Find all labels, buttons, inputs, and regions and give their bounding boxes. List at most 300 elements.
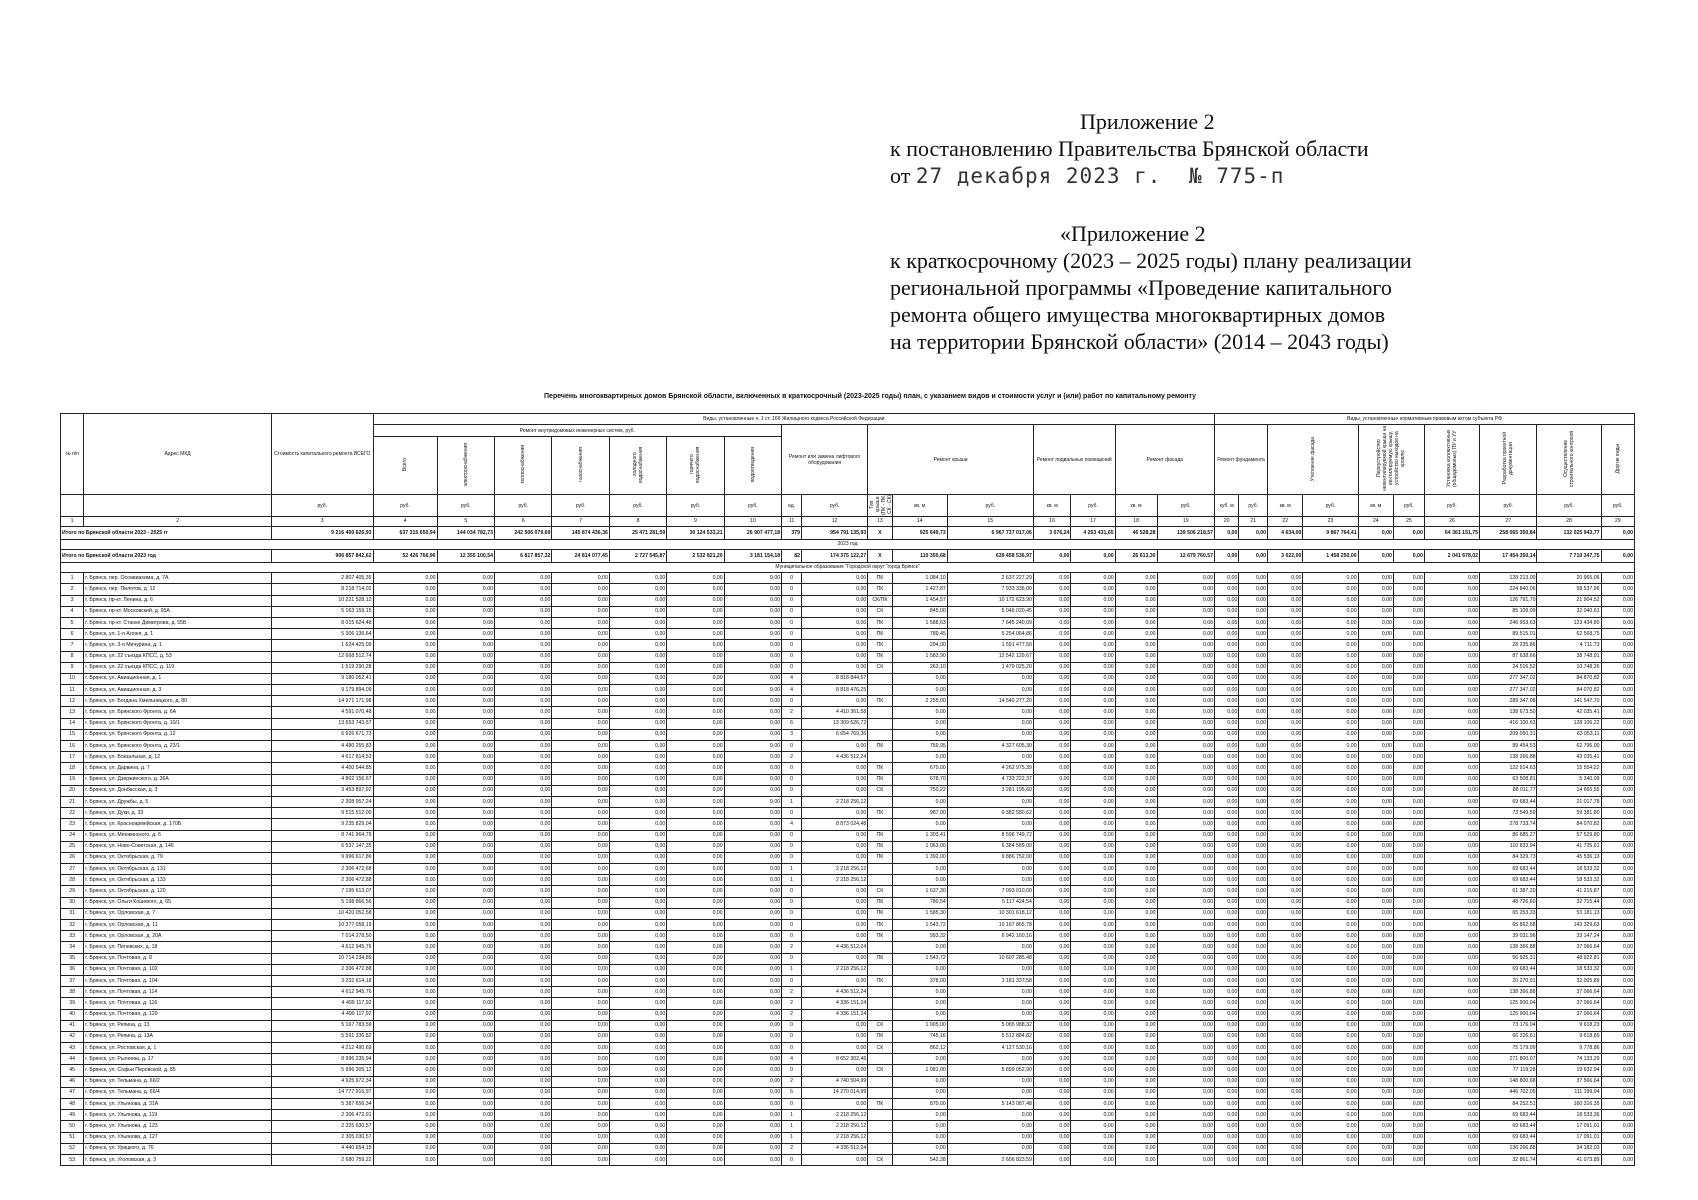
row-other-kinds: 0,00 [1601, 651, 1634, 662]
row-engineering-cell: 0,00 [724, 573, 781, 584]
row-roof-cost: 1 479 025,20 [947, 662, 1033, 673]
row-meters: 0,00 [1424, 595, 1479, 606]
row-engineering-cell: 0,00 [724, 841, 781, 852]
repair-plan-table [60, 413, 1635, 1166]
row-lift-cost: 14 270 014,99 [801, 1087, 867, 1098]
row-total: 2 807 405,35 [271, 573, 373, 584]
row-engineering-cell: 0,00 [667, 673, 724, 684]
row-engineering-cell: 0,00 [437, 819, 494, 830]
column-number: 17 [1071, 517, 1115, 527]
row-control: 84 070,82 [1537, 685, 1601, 696]
row-meters: 0,00 [1424, 953, 1479, 964]
row-engineering-cell: 0,00 [667, 1110, 724, 1121]
row-engineering-cell: 0,00 [373, 953, 437, 964]
row-lift-cost: 0,00 [801, 1099, 867, 1110]
row-lift-cost: 8 818 476,25 [801, 685, 867, 696]
row-other-cell: 0,00 [1071, 763, 1115, 774]
row-other-cell: 0,00 [1358, 964, 1393, 975]
grand-total-cell: 4 634,00 [1268, 527, 1303, 540]
row-other-cell: 0,00 [1071, 785, 1115, 796]
row-other-cell: 0,00 [1393, 1087, 1424, 1098]
row-other-cell: 0,00 [1215, 953, 1239, 964]
row-other-cell: 0,00 [1033, 942, 1071, 953]
row-engineering-cell: 0,00 [495, 673, 552, 684]
row-engineering-cell: 0,00 [667, 830, 724, 841]
row-engineering-cell: 0,00 [724, 606, 781, 617]
row-other-cell: 0,00 [1071, 573, 1115, 584]
row-other-cell: 0,00 [1071, 908, 1115, 919]
row-roof-area: 670,00 [892, 763, 947, 774]
row-meters: 0,00 [1424, 1143, 1479, 1154]
row-other-kinds: 0,00 [1601, 707, 1634, 718]
row-other-cell: 0,00 [1358, 785, 1393, 796]
row-roof-cost: 2 637 227,29 [947, 573, 1033, 584]
row-engineering-cell: 0,00 [437, 595, 494, 606]
row-meters: 0,00 [1424, 998, 1479, 1009]
row-other-cell: 0,00 [1268, 864, 1303, 875]
row-other-cell: 0,00 [1115, 808, 1157, 819]
col-cost-total: Стоимость капитального ремонта ВСЕГО [271, 414, 373, 495]
row-other-cell: 0,00 [1215, 785, 1239, 796]
row-other-cell: 0,00 [1157, 1065, 1214, 1076]
row-other-cell: 0,00 [1157, 964, 1214, 975]
row-other-cell: 0,00 [1239, 953, 1268, 964]
column-number: 4 [373, 517, 437, 527]
row-other-cell: 0,00 [1115, 718, 1157, 729]
row-lift-count: 6 [782, 718, 802, 729]
control-label: Осуществление строительного контроля [1563, 430, 1575, 487]
row-other-cell: 0,00 [1268, 685, 1303, 696]
row-total: 8 015 624,48 [271, 617, 373, 628]
row-roof-cost: 6 942 160,16 [947, 931, 1033, 942]
row-engineering-cell: 0,00 [724, 830, 781, 841]
row-total: 5 591 336,82 [271, 1031, 373, 1042]
row-other-cell: 0,00 [1303, 886, 1358, 897]
row-engineering-cell: 0,00 [495, 852, 552, 863]
row-meters: 0,00 [1424, 696, 1479, 707]
unit: кв. м [1268, 495, 1303, 517]
row-engineering-cell: 0,00 [667, 1087, 724, 1098]
row-design: 110 833,94 [1480, 841, 1537, 852]
row-lift-cost: 0,00 [801, 808, 867, 819]
row-total: 5 198 866,56 [271, 897, 373, 908]
row-total: 14 971 171,98 [271, 696, 373, 707]
row-number: 48 [61, 1099, 84, 1110]
row-other-cell: 0,00 [1215, 1065, 1239, 1076]
row-other-cell: 0,00 [1071, 808, 1115, 819]
row-roof-cost: 0,00 [947, 964, 1033, 975]
row-meters: 0,00 [1424, 1099, 1479, 1110]
table-row [61, 1076, 1635, 1087]
row-address: г. Брянск, ул. Репина, д. 13 [84, 1020, 272, 1031]
row-roof-area: 0,00 [892, 729, 947, 740]
row-total: 4 212 490,69 [271, 1043, 373, 1054]
row-total: 4 617 814,53 [271, 752, 373, 763]
row-other-cell: 0,00 [1303, 931, 1358, 942]
row-other-cell: 0,00 [1115, 752, 1157, 763]
row-engineering-cell: 0,00 [552, 886, 609, 897]
row-meters: 0,00 [1424, 942, 1479, 953]
row-other-cell: 0,00 [1268, 1154, 1303, 1165]
row-roof-cost: 5 899 052,90 [947, 1065, 1033, 1076]
row-lift-cost: 2 218 256,12 [801, 1132, 867, 1143]
unit: руб. [1239, 495, 1268, 517]
row-other-cell: 0,00 [1157, 1132, 1214, 1143]
row-roof-type [868, 987, 892, 998]
row-address: г. Брянск, ул. Брянского Фронта, д. 6А [84, 707, 272, 718]
row-engineering-cell: 0,00 [437, 1020, 494, 1031]
row-lift-cost: 0,00 [801, 931, 867, 942]
row-other-cell: 0,00 [1239, 987, 1268, 998]
row-other-cell: 0,00 [1268, 673, 1303, 684]
row-roof-cost: 0,00 [947, 1087, 1033, 1098]
grand-total-cell: 46 528,28 [1115, 527, 1157, 540]
row-other-kinds: 0,00 [1601, 1031, 1634, 1042]
row-other-cell: 0,00 [1115, 696, 1157, 707]
row-lift-count: 0 [782, 640, 802, 651]
row-other-cell: 0,00 [1215, 696, 1239, 707]
row-engineering-cell: 0,00 [373, 595, 437, 606]
unit: ед. [782, 495, 802, 517]
row-engineering-cell: 0,00 [552, 1087, 609, 1098]
row-engineering-cell: 0,00 [667, 841, 724, 852]
row-lift-cost: 0,00 [801, 908, 867, 919]
row-other-cell: 0,00 [1157, 975, 1214, 986]
row-number: 50 [61, 1121, 84, 1132]
row-engineering-cell: 0,00 [552, 696, 609, 707]
row-total: 4 499 117,92 [271, 1009, 373, 1020]
row-other-kinds: 0,00 [1601, 606, 1634, 617]
row-meters: 0,00 [1424, 617, 1479, 628]
row-engineering-cell: 0,00 [552, 707, 609, 718]
row-lift-count: 0 [782, 886, 802, 897]
row-address: г. Брянск, ул. Октябрьская, д. 131 [84, 864, 272, 875]
row-lift-count: 0 [782, 662, 802, 673]
row-other-cell: 0,00 [1303, 729, 1358, 740]
row-design: 128 213,00 [1480, 573, 1537, 584]
row-other-cell: 0,00 [1358, 1076, 1393, 1087]
grand-total-cell: 145 874 436,36 [552, 527, 609, 540]
row-control: 41 725,61 [1537, 841, 1601, 852]
table-row [61, 987, 1635, 998]
row-control: 57 529,80 [1537, 830, 1601, 841]
row-lift-cost: 0,00 [801, 886, 867, 897]
row-other-kinds: 0,00 [1601, 1087, 1634, 1098]
row-engineering-cell: 0,00 [552, 953, 609, 964]
row-other-kinds: 0,00 [1601, 685, 1634, 696]
row-meters: 0,00 [1424, 640, 1479, 651]
row-engineering-cell: 0,00 [437, 752, 494, 763]
row-engineering-cell: 0,00 [437, 707, 494, 718]
row-other-cell: 0,00 [1115, 1154, 1157, 1165]
row-lift-count: 0 [782, 931, 802, 942]
row-engineering-cell: 0,00 [552, 662, 609, 673]
row-engineering-cell: 0,00 [373, 1143, 437, 1154]
row-other-cell: 0,00 [1115, 1143, 1157, 1154]
row-engineering-cell: 0,00 [437, 830, 494, 841]
row-total: 9 996 617,86 [271, 852, 373, 863]
document-header [890, 108, 1369, 190]
row-engineering-cell: 0,00 [437, 763, 494, 774]
row-other-cell: 0,00 [1115, 987, 1157, 998]
row-other-cell: 0,00 [1268, 897, 1303, 908]
row-other-cell: 0,00 [1239, 1009, 1268, 1020]
row-engineering-cell: 0,00 [724, 685, 781, 696]
year-total-cell: 2 532 821,20 [667, 550, 724, 563]
col-gas [552, 437, 609, 495]
grand-total-cell: 0,00 [1358, 527, 1393, 540]
table-row [61, 897, 1635, 908]
row-lift-cost: 4 436 512,24 [801, 942, 867, 953]
year-total-cell: 0,00 [1215, 550, 1239, 563]
row-other-cell: 0,00 [1393, 830, 1424, 841]
row-other-cell: 0,00 [1215, 629, 1239, 640]
row-other-cell: 0,00 [1268, 696, 1303, 707]
year-label: 2023 год [61, 540, 1635, 550]
row-roof-type: ПК [868, 651, 892, 662]
row-engineering-cell: 0,00 [667, 752, 724, 763]
row-other-cell: 0,00 [1393, 1076, 1424, 1087]
column-number: 25 [1393, 517, 1424, 527]
row-engineering-cell: 0,00 [495, 908, 552, 919]
row-other-cell: 0,00 [1393, 975, 1424, 986]
row-control: 123 434,80 [1537, 617, 1601, 628]
row-other-cell: 0,00 [1033, 796, 1071, 807]
row-lift-cost: 0,00 [801, 1043, 867, 1054]
row-engineering-cell: 0,00 [724, 1110, 781, 1121]
row-control: 33 147,24 [1537, 931, 1601, 942]
row-other-cell: 0,00 [1115, 841, 1157, 852]
year-total-cell: 26 613,30 [1115, 550, 1157, 563]
col-cold-water [609, 437, 666, 495]
row-lift-cost: 0,00 [801, 975, 867, 986]
row-roof-type [868, 1054, 892, 1065]
col-meters [1424, 425, 1479, 495]
row-other-cell: 0,00 [1358, 796, 1393, 807]
table-row [61, 852, 1635, 863]
row-control: 48 922,81 [1537, 953, 1601, 964]
table-row [61, 729, 1635, 740]
row-design: 69 683,44 [1480, 1110, 1537, 1121]
row-other-cell: 0,00 [1268, 1132, 1303, 1143]
row-other-cell: 0,00 [1115, 662, 1157, 673]
row-other-cell: 0,00 [1358, 651, 1393, 662]
row-control: 37 566,64 [1537, 1076, 1601, 1087]
row-engineering-cell: 0,00 [373, 1132, 437, 1143]
grand-total-cell: 144 034 782,73 [437, 527, 494, 540]
col-address: Адрес МКД [84, 414, 272, 495]
row-other-cell: 0,00 [1303, 875, 1358, 886]
row-roof-area: 780,54 [892, 897, 947, 908]
row-engineering-cell: 0,00 [437, 617, 494, 628]
row-lift-count: 1 [782, 964, 802, 975]
row-engineering-cell: 0,00 [724, 741, 781, 752]
col-roof: Ремонт крыши [868, 425, 1034, 495]
row-other-cell: 0,00 [1239, 808, 1268, 819]
column-number: 12 [801, 517, 867, 527]
row-engineering-cell: 0,00 [437, 897, 494, 908]
row-other-cell: 0,00 [1393, 640, 1424, 651]
row-other-cell: 0,00 [1393, 741, 1424, 752]
row-engineering-cell: 0,00 [724, 785, 781, 796]
row-other-cell: 0,00 [1358, 819, 1393, 830]
row-engineering-cell: 0,00 [609, 942, 666, 953]
row-lift-cost: 0,00 [801, 617, 867, 628]
plan-line-4: на территории Брянской области» (2014 – 2043 годы) [890, 329, 1389, 354]
row-roof-cost: 4 262 975,39 [947, 763, 1033, 774]
row-other-cell: 0,00 [1157, 573, 1214, 584]
row-address: г. Брянск, ул. Почтовая, д. 102 [84, 964, 272, 975]
row-other-cell: 0,00 [1239, 741, 1268, 752]
row-engineering-cell: 0,00 [667, 1065, 724, 1076]
row-address: г. Брянск, ул. Красноармейская, д. 170Б [84, 819, 272, 830]
table-row [61, 1132, 1635, 1143]
row-meters: 0,00 [1424, 752, 1479, 763]
row-other-cell: 0,00 [1215, 908, 1239, 919]
row-other-cell: 0,00 [1358, 931, 1393, 942]
row-other-cell: 0,00 [1393, 774, 1424, 785]
row-control: 32 715,44 [1537, 897, 1601, 908]
row-other-cell: 0,00 [1157, 841, 1214, 852]
row-roof-type: ПК [868, 741, 892, 752]
row-design: 87 638,66 [1480, 651, 1537, 662]
row-engineering-cell: 0,00 [373, 629, 437, 640]
year-row [61, 540, 1635, 550]
row-engineering-cell: 0,00 [667, 998, 724, 1009]
row-number: 9 [61, 662, 84, 673]
row-address: г. Брянск, ул. Вокзальная, д. 12 [84, 752, 272, 763]
row-roof-type [868, 673, 892, 684]
unit: куб. м [1215, 495, 1239, 517]
row-other-cell: 0,00 [1115, 920, 1157, 931]
row-other-kinds: 0,00 [1601, 931, 1634, 942]
table-row [61, 1020, 1635, 1031]
unit: руб. [1071, 495, 1115, 517]
row-engineering-cell: 0,00 [437, 875, 494, 886]
row-other-cell: 0,00 [1157, 1110, 1214, 1121]
row-other-cell: 0,00 [1033, 1087, 1071, 1098]
row-engineering-cell: 0,00 [437, 987, 494, 998]
row-other-cell: 0,00 [1115, 1132, 1157, 1143]
table-row [61, 662, 1635, 673]
row-roof-area: 0,00 [892, 752, 947, 763]
table-row [61, 584, 1635, 595]
row-other-cell: 0,00 [1215, 741, 1239, 752]
row-engineering-cell: 0,00 [495, 953, 552, 964]
row-engineering-cell: 0,00 [724, 1009, 781, 1020]
row-meters: 0,00 [1424, 1121, 1479, 1132]
row-engineering-cell: 0,00 [609, 975, 666, 986]
row-other-cell: 0,00 [1358, 1099, 1393, 1110]
row-engineering-cell: 0,00 [495, 685, 552, 696]
row-engineering-cell: 0,00 [552, 673, 609, 684]
row-other-kinds: 0,00 [1601, 1121, 1634, 1132]
row-other-kinds: 0,00 [1601, 852, 1634, 863]
row-roof-type: ПК [868, 763, 892, 774]
row-design: 69 683,44 [1480, 864, 1537, 875]
row-engineering-cell: 0,00 [373, 886, 437, 897]
row-design: 271 800,07 [1480, 1054, 1537, 1065]
row-control: 160 316,35 [1537, 1099, 1601, 1110]
row-other-cell: 0,00 [1033, 975, 1071, 986]
year-total-cell: 52 426 766,96 [373, 550, 437, 563]
row-engineering-cell: 0,00 [373, 774, 437, 785]
row-other-cell: 0,00 [1303, 1121, 1358, 1132]
row-roof-type: ПК [868, 696, 892, 707]
unit: руб. [1157, 495, 1214, 517]
row-address: г. Брянск, пр-кт. Станке Димитрова, д. 55Б [84, 617, 272, 628]
row-engineering-cell: 0,00 [437, 774, 494, 785]
row-lift-cost: 0,00 [801, 852, 867, 863]
row-other-cell: 0,00 [1239, 1143, 1268, 1154]
row-other-cell: 0,00 [1303, 1132, 1358, 1143]
row-engineering-cell: 0,00 [495, 629, 552, 640]
row-engineering-cell: 0,00 [552, 595, 609, 606]
row-other-cell: 0,00 [1115, 1076, 1157, 1087]
row-engineering-cell: 0,00 [495, 595, 552, 606]
row-design: 84 252,51 [1480, 1099, 1537, 1110]
row-engineering-cell: 0,00 [373, 998, 437, 1009]
table-row [61, 1054, 1635, 1065]
table-row [61, 920, 1635, 931]
row-control: 74 133,29 [1537, 1054, 1601, 1065]
row-lift-cost: 0,00 [801, 1154, 867, 1165]
row-meters: 0,00 [1424, 864, 1479, 875]
row-other-cell: 0,00 [1268, 908, 1303, 919]
grand-total-cell: X [868, 527, 892, 540]
row-other-cell: 0,00 [1268, 1009, 1303, 1020]
row-engineering-cell: 0,00 [373, 573, 437, 584]
row-engineering-cell: 0,00 [724, 651, 781, 662]
table-row [61, 796, 1635, 807]
row-other-cell: 0,00 [1071, 595, 1115, 606]
row-roof-area: 542,38 [892, 1154, 947, 1165]
row-engineering-cell: 0,00 [667, 1132, 724, 1143]
row-other-cell: 0,00 [1239, 1099, 1268, 1110]
row-other-cell: 0,00 [1393, 953, 1424, 964]
row-engineering-cell: 0,00 [495, 1099, 552, 1110]
table-row [61, 763, 1635, 774]
grand-total-label: Итого по Брянской области 2023 - 2025 гг [61, 527, 272, 540]
grand-total-cell: 9 867 764,41 [1303, 527, 1358, 540]
row-design: 138 366,88 [1480, 942, 1537, 953]
column-number: 2 [84, 517, 272, 527]
row-design: 63 508,81 [1480, 774, 1537, 785]
row-engineering-cell: 0,00 [495, 696, 552, 707]
row-other-cell: 0,00 [1358, 975, 1393, 986]
row-lift-cost: 0,00 [801, 897, 867, 908]
row-roof-type: ПК [868, 1031, 892, 1042]
row-meters: 0,00 [1424, 774, 1479, 785]
row-engineering-cell: 0,00 [373, 707, 437, 718]
row-engineering-cell: 0,00 [495, 1054, 552, 1065]
row-other-cell: 0,00 [1239, 629, 1268, 640]
row-meters: 0,00 [1424, 875, 1479, 886]
row-roof-cost: 3 281 195,60 [947, 785, 1033, 796]
col-sewer [724, 437, 781, 495]
row-other-cell: 0,00 [1268, 886, 1303, 897]
row-engineering-cell: 0,00 [495, 931, 552, 942]
row-total: 4 499 117,92 [271, 998, 373, 1009]
row-other-cell: 0,00 [1157, 685, 1214, 696]
grand-total-cell: 4 253 431,65 [1071, 527, 1115, 540]
row-other-cell: 0,00 [1303, 741, 1358, 752]
row-other-cell: 0,00 [1215, 942, 1239, 953]
row-lift-cost: 0,00 [801, 573, 867, 584]
row-other-cell: 0,00 [1358, 584, 1393, 595]
row-lift-count: 0 [782, 629, 802, 640]
row-other-cell: 0,00 [1215, 920, 1239, 931]
